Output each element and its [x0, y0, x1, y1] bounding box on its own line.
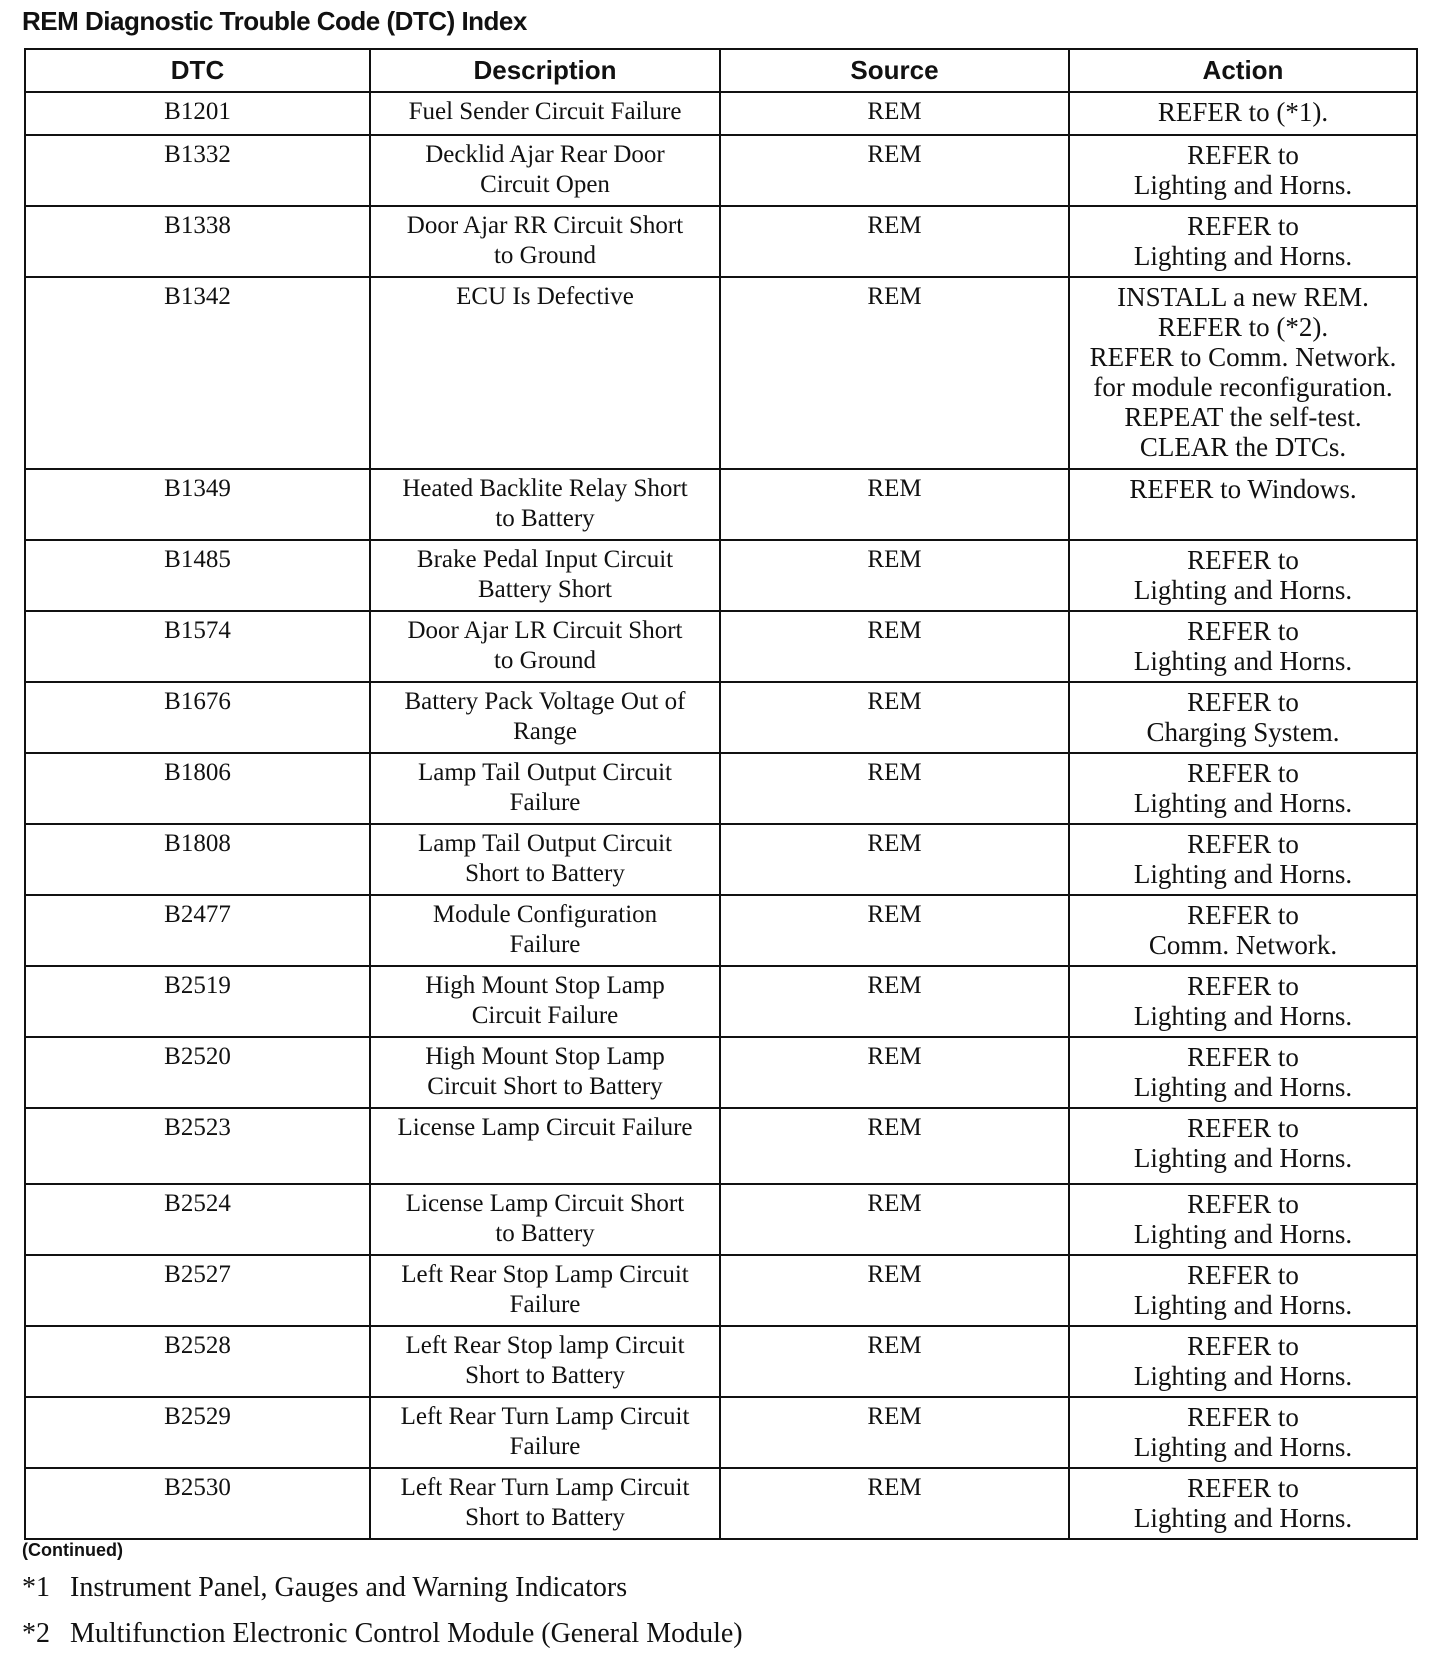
description-cell [370, 469, 720, 540]
source-cell: REM [720, 966, 1069, 1037]
description-cell [370, 1108, 720, 1184]
table-header-row [25, 49, 1417, 92]
source-cell: REM [720, 1184, 1069, 1255]
table-row [25, 1468, 1417, 1539]
description-line: Circuit Short to Battery [427, 1073, 663, 1100]
action-line: REFER to Windows. [1129, 474, 1357, 504]
description-cell [370, 1184, 720, 1255]
action-line: REPEAT the self-test. [1124, 402, 1362, 432]
dtc-code-cell: B1574 [25, 611, 370, 682]
action-cell [1069, 1108, 1417, 1184]
action-line: REFER to [1187, 1042, 1299, 1072]
footnote-2-mark: *2 [22, 1618, 50, 1649]
dtc-index-table [24, 48, 1418, 1540]
table-row [25, 682, 1417, 753]
description-line: Lamp Tail Output Circuit [417, 830, 672, 857]
action-line: REFER to [1187, 140, 1299, 170]
table-row [25, 277, 1417, 469]
dtc-code-cell: B2524 [25, 1184, 370, 1255]
dtc-code-cell: B1338 [25, 206, 370, 277]
description-line: Decklid Ajar Rear Door [425, 141, 665, 168]
source-cell: REM [720, 1037, 1069, 1108]
continued-note: (Continued) [22, 1540, 123, 1560]
action-cell [1069, 1397, 1417, 1468]
description-cell [370, 1468, 720, 1539]
dtc-code-cell: B2477 [25, 895, 370, 966]
description-line: Fuel Sender Circuit Failure [408, 98, 682, 125]
footnote-1 [22, 1572, 627, 1604]
table-body [25, 92, 1417, 1539]
action-line: Lighting and Horns. [1133, 1361, 1353, 1391]
source-cell: REM [720, 682, 1069, 753]
table-row [25, 135, 1417, 206]
action-line: REFER to [1187, 1402, 1299, 1432]
description-line: ECU Is Defective [456, 283, 634, 310]
description-line: Failure [509, 1433, 581, 1460]
description-line: Failure [509, 789, 581, 816]
action-cell [1069, 1326, 1417, 1397]
source-cell: REM [720, 540, 1069, 611]
source-cell: REM [720, 1397, 1069, 1468]
action-line: REFER to [1187, 971, 1299, 1001]
dtc-code-cell: B2523 [25, 1108, 370, 1184]
table-row [25, 753, 1417, 824]
action-line: Comm. Network. [1148, 930, 1338, 960]
source-cell: REM [720, 1326, 1069, 1397]
description-line: Module Configuration [432, 901, 658, 928]
description-cell [370, 966, 720, 1037]
description-line: to Battery [495, 505, 595, 532]
footnote-2 [22, 1618, 743, 1650]
column-header-description: Description [370, 49, 720, 92]
description-cell [370, 1255, 720, 1326]
footnote-2-text: Multifunction Electronic Control Module (General Module) [70, 1618, 743, 1649]
description-cell [370, 135, 720, 206]
table-row [25, 1184, 1417, 1255]
footnote-1-mark: *1 [22, 1572, 50, 1603]
description-cell [370, 1037, 720, 1108]
action-line: REFER to [1187, 545, 1299, 575]
action-line: REFER to [1187, 1113, 1299, 1143]
action-cell [1069, 824, 1417, 895]
description-cell [370, 682, 720, 753]
action-line: Lighting and Horns. [1133, 170, 1353, 200]
description-line: Brake Pedal Input Circuit [416, 546, 674, 573]
action-line: REFER to [1187, 1189, 1299, 1219]
dtc-code-cell: B2519 [25, 966, 370, 1037]
action-line: REFER to [1187, 900, 1299, 930]
action-line: REFER to [1187, 1331, 1299, 1361]
action-line: Lighting and Horns. [1133, 1432, 1353, 1462]
description-line: License Lamp Circuit Failure [397, 1114, 693, 1141]
dtc-code-cell: B1806 [25, 753, 370, 824]
description-line: to Ground [493, 647, 597, 674]
source-cell: REM [720, 824, 1069, 895]
action-line: REFER to (*2). [1157, 312, 1329, 342]
action-cell [1069, 1468, 1417, 1539]
description-line: Failure [509, 1291, 581, 1318]
action-cell [1069, 277, 1417, 469]
action-line: Lighting and Horns. [1133, 788, 1353, 818]
action-line: REFER to [1187, 1473, 1299, 1503]
description-line: License Lamp Circuit Short [405, 1190, 685, 1217]
action-line: Lighting and Horns. [1133, 575, 1353, 605]
description-cell [370, 753, 720, 824]
description-cell [370, 1326, 720, 1397]
action-cell [1069, 540, 1417, 611]
action-line: REFER to [1187, 758, 1299, 788]
description-cell [370, 611, 720, 682]
action-line: Lighting and Horns. [1133, 1219, 1353, 1249]
source-cell: REM [720, 611, 1069, 682]
action-line: Lighting and Horns. [1133, 1001, 1353, 1031]
dtc-code-cell: B2528 [25, 1326, 370, 1397]
table-row [25, 1397, 1417, 1468]
table-row [25, 540, 1417, 611]
source-cell: REM [720, 469, 1069, 540]
description-line: to Battery [495, 1220, 595, 1247]
source-cell: REM [720, 1468, 1069, 1539]
description-line: Short to Battery [465, 1504, 625, 1531]
source-cell: REM [720, 277, 1069, 469]
page-title: REM Diagnostic Trouble Code (DTC) Index [22, 6, 527, 36]
description-cell [370, 540, 720, 611]
action-line: REFER to [1187, 687, 1299, 717]
column-header-source: Source [720, 49, 1069, 92]
source-cell: REM [720, 753, 1069, 824]
action-line: Lighting and Horns. [1133, 241, 1353, 271]
dtc-code-cell: B1676 [25, 682, 370, 753]
dtc-code-cell: B1485 [25, 540, 370, 611]
table-row [25, 469, 1417, 540]
footnote-1-text: Instrument Panel, Gauges and Warning Indicators [70, 1572, 628, 1603]
description-cell [370, 824, 720, 895]
column-header-action: Action [1069, 49, 1417, 92]
column-header-dtc: DTC [25, 49, 370, 92]
description-line: Short to Battery [465, 1362, 625, 1389]
action-line: CLEAR the DTCs. [1139, 432, 1347, 462]
source-cell: REM [720, 1255, 1069, 1326]
action-line: REFER to [1187, 211, 1299, 241]
source-cell: REM [720, 92, 1069, 135]
source-cell: REM [720, 895, 1069, 966]
dtc-code-cell: B2520 [25, 1037, 370, 1108]
action-line: INSTALL a new REM. [1117, 282, 1369, 312]
action-cell [1069, 469, 1417, 540]
action-line: Lighting and Horns. [1133, 1072, 1353, 1102]
action-line: REFER to (*1). [1157, 97, 1329, 127]
dtc-code-cell: B2529 [25, 1397, 370, 1468]
table-row [25, 206, 1417, 277]
table-row [25, 92, 1417, 135]
description-line: Heated Backlite Relay Short [402, 475, 688, 502]
action-cell [1069, 1037, 1417, 1108]
table-row [25, 1255, 1417, 1326]
description-line: to Ground [493, 242, 597, 269]
action-cell [1069, 966, 1417, 1037]
action-line: Charging System. [1146, 717, 1340, 747]
action-line: Lighting and Horns. [1133, 1503, 1353, 1533]
source-cell: REM [720, 206, 1069, 277]
dtc-code-cell: B1349 [25, 469, 370, 540]
action-cell [1069, 682, 1417, 753]
table-row [25, 895, 1417, 966]
table-row [25, 966, 1417, 1037]
description-cell [370, 1397, 720, 1468]
description-line: High Mount Stop Lamp [425, 972, 665, 999]
source-cell: REM [720, 135, 1069, 206]
description-cell [370, 277, 720, 469]
action-cell [1069, 135, 1417, 206]
description-cell [370, 92, 720, 135]
description-line: Battery Short [477, 576, 612, 603]
action-line: REFER to Comm. Network. [1089, 342, 1397, 372]
description-line: Range [513, 718, 577, 745]
action-cell [1069, 1184, 1417, 1255]
description-line: Door Ajar LR Circuit Short [407, 617, 683, 644]
description-line: Lamp Tail Output Circuit [417, 759, 672, 786]
dtc-code-cell: B1201 [25, 92, 370, 135]
action-line: Lighting and Horns. [1133, 646, 1353, 676]
action-line: Lighting and Horns. [1133, 1290, 1353, 1320]
table-row [25, 611, 1417, 682]
description-line: Battery Pack Voltage Out of [404, 688, 686, 715]
description-cell [370, 206, 720, 277]
description-line: Left Rear Turn Lamp Circuit [400, 1474, 690, 1501]
action-cell [1069, 895, 1417, 966]
table-row [25, 824, 1417, 895]
table-row [25, 1108, 1417, 1184]
dtc-code-cell: B1342 [25, 277, 370, 469]
description-line: Left Rear Turn Lamp Circuit [400, 1403, 690, 1430]
action-cell [1069, 753, 1417, 824]
table-row [25, 1037, 1417, 1108]
dtc-code-cell: B2527 [25, 1255, 370, 1326]
dtc-code-cell: B1808 [25, 824, 370, 895]
action-line: Lighting and Horns. [1133, 859, 1353, 889]
description-line: Door Ajar RR Circuit Short [406, 212, 684, 239]
action-line: REFER to [1187, 1260, 1299, 1290]
description-line: Short to Battery [465, 860, 625, 887]
table-row [25, 1326, 1417, 1397]
description-line: Left Rear Stop Lamp Circuit [401, 1261, 689, 1288]
description-line: High Mount Stop Lamp [425, 1043, 665, 1070]
description-line: Left Rear Stop lamp Circuit [405, 1332, 685, 1359]
action-line: REFER to [1187, 616, 1299, 646]
source-cell: REM [720, 1108, 1069, 1184]
action-line: Lighting and Horns. [1133, 1143, 1353, 1173]
action-cell [1069, 92, 1417, 135]
action-line: REFER to [1187, 829, 1299, 859]
description-line: Failure [509, 931, 581, 958]
description-line: Circuit Failure [471, 1002, 619, 1029]
description-cell [370, 895, 720, 966]
dtc-code-cell: B2530 [25, 1468, 370, 1539]
dtc-code-cell: B1332 [25, 135, 370, 206]
action-cell [1069, 206, 1417, 277]
action-cell [1069, 1255, 1417, 1326]
description-line: Circuit Open [480, 171, 610, 198]
action-line: for module reconfiguration. [1093, 372, 1393, 402]
action-cell [1069, 611, 1417, 682]
